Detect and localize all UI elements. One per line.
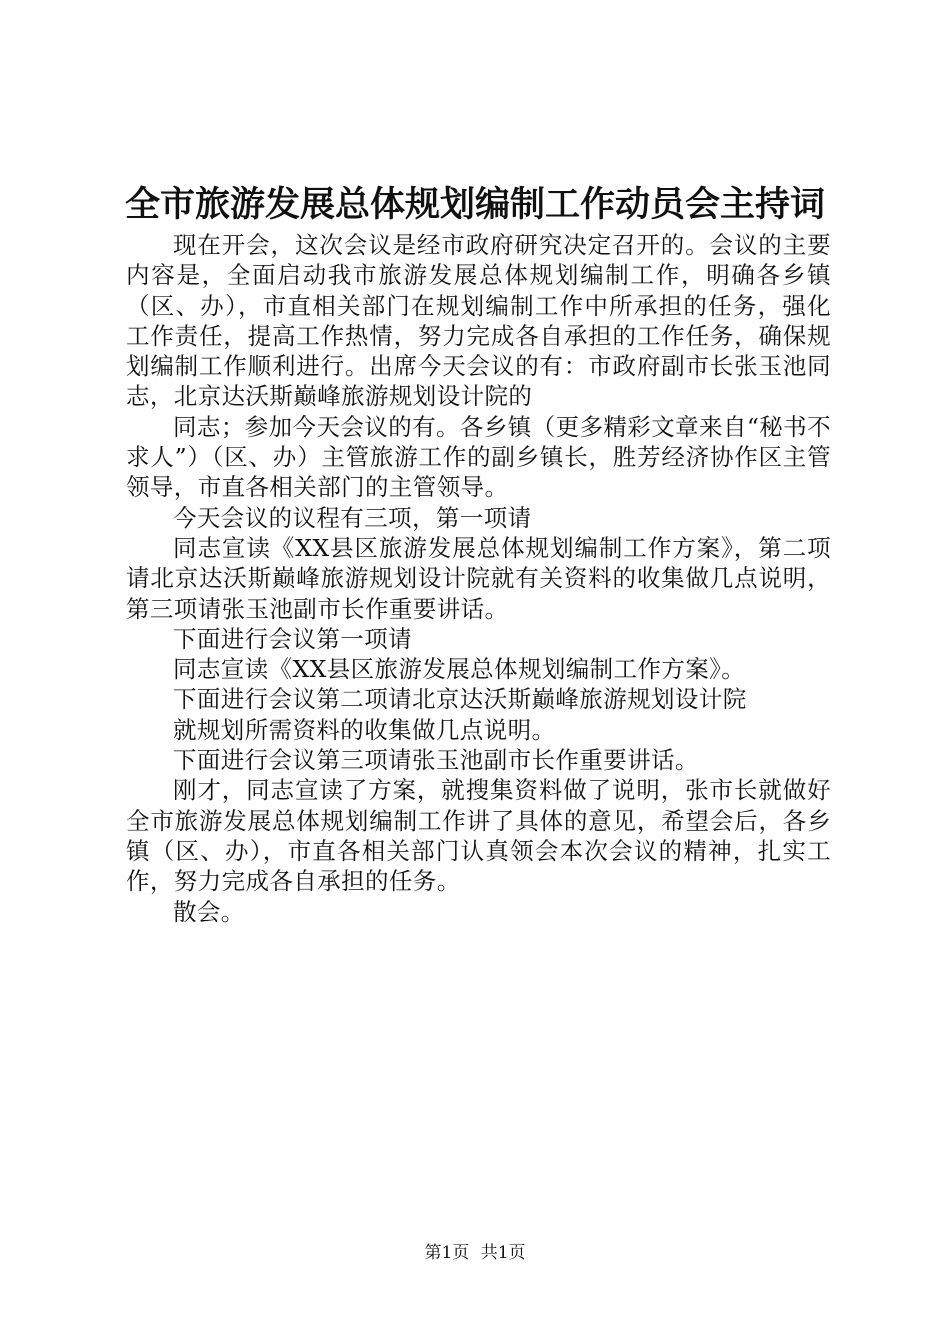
paragraph: 散会。 bbox=[173, 897, 245, 926]
paragraph: 刚才，同志宣读了方案，就搜集资料做了说明，张市长就做好全市旅游发展总体规划编制工作讲了具体的意见，希望会后，各乡镇（区、办），市直各相关部门认真领会本次会议的精神，扎实工作，努力完成各自承担的任务。 bbox=[126, 776, 831, 896]
paragraph: 下面进行会议第一项请 bbox=[173, 624, 412, 653]
paragraph: 现在开会，这次会议是经市政府研究决定召开的。会议的主要内容是，全面启动我市旅游发展总体规划编制工作，明确各乡镇（区、办），市直相关部门在规划编制工作中所承担的任务，强化工作责任，提高工作热情，努力完成各自承担的工作任务，确保规划编制工作顺利进行。出席今天会议的有：市政府副市长张玉池同志，北京达沃斯巅峰旅游规划设计院的 bbox=[126, 231, 831, 411]
document-title: 全市旅游发展总体规划编制工作动员会主持词 bbox=[124, 185, 825, 225]
page-total: 共1页 bbox=[480, 1243, 526, 1263]
paragraph: 同志宣读《XX县区旅游发展总体规划编制工作方案》。 bbox=[173, 655, 746, 684]
page-footer bbox=[0, 1242, 950, 1264]
paragraph: 今天会议的议程有三项，第一项请 bbox=[173, 503, 532, 532]
paragraph: 下面进行会议第三项请张玉池副市长作重要讲话。 bbox=[173, 746, 699, 775]
paragraph: 同志宣读《XX县区旅游发展总体规划编制工作方案》，第二项请北京达沃斯巅峰旅游规划设计院就有关资料的收集做几点说明，第三项请张玉池副市长作重要讲话。 bbox=[126, 533, 831, 623]
paragraph: 同志；参加今天会议的有。各乡镇（更多精彩文章来自“秘书不求人”）（区、办）主管旅游工作的副乡镇长，胜芳经济协作区主管领导，市直各相关部门的主管领导。 bbox=[126, 412, 831, 502]
page-number: 第1页 bbox=[424, 1243, 470, 1263]
paragraph: 下面进行会议第二项请北京达沃斯巅峰旅游规划设计院 bbox=[173, 685, 747, 714]
paragraph: 就规划所需资料的收集做几点说明。 bbox=[173, 715, 556, 744]
document-body bbox=[126, 230, 831, 927]
